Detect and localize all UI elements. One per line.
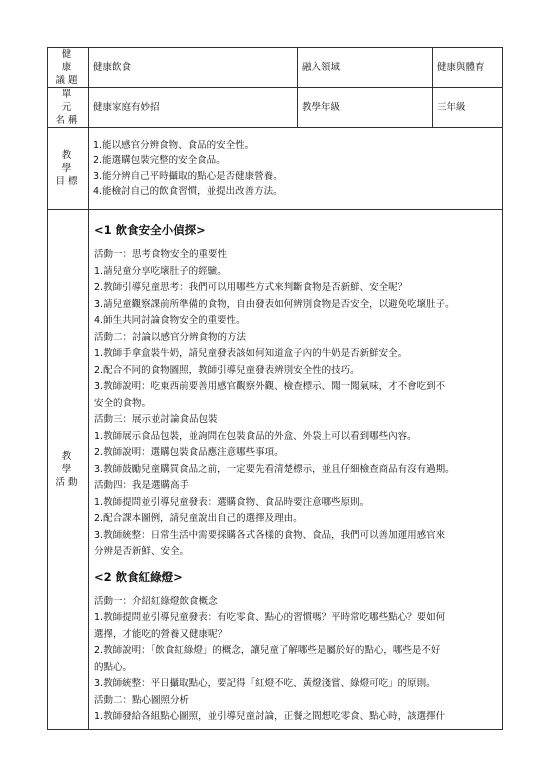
activity-line: 1.教師發給各組點心圖照，並引導兒童討論，正餐之間想吃零食、點心時，該選擇什 [94,711,446,722]
unit-value: 健康家庭有妙招 [89,88,298,128]
activity-line: 1.請兒童分享吃壞肚子的經驗。 [94,265,227,277]
grade-value: 三年級 [433,88,503,128]
domain-label: 融入領域 [298,48,433,88]
activities-label-line-1: 教 學 [61,451,87,475]
lesson-plan [47,47,502,730]
lesson-plan-table [47,47,503,730]
section-title: <2 飲食紅綠燈> [94,569,183,584]
topic-label-line-2: 議題 [55,75,81,86]
activities-label [48,210,89,730]
objective-item: 2.能選購包裝完整的安全食品。 [93,155,226,166]
activity-line: 3.教師鼓勵兒童購買食品之前，一定要先看清楚標示，並且仔細檢查商品有沒有過期。 [94,463,455,475]
objectives-label-line-2: 目標 [55,176,81,187]
activity-line: 活動二：點心圖照分析 [94,694,190,706]
activity-line: 活動三：展示並討論食品包裝 [94,414,218,425]
unit-label-line-2: 名稱 [55,115,81,126]
activity-line: 3.教師說明：吃東西前要善用感官觀察外觀、檢查標示、聞一聞氣味，才不會吃到不 [94,381,446,392]
activity-line: 4.師生共同討論食物安全的重要性。 [94,315,246,326]
objective-item: 4.能檢討自己的飲食習慣，並提出改善方法。 [93,186,283,197]
activity-line: 1.教師展示食品包裝，並詢問在包裝食品的外盒、外袋上可以看到哪些內容。 [94,430,417,442]
activity-line: 分辨是否新鮮、安全。 [94,546,190,557]
topic-value: 健康飲食 [89,48,298,88]
activity-line: 3.教師統整：平日攝取點心，要記得「紅燈不吃、黃燈淺嘗、綠燈可吃」的原則。 [94,678,436,689]
activity-line: 1.教師提問並引導兒童發表：有吃零食、點心的習慣嗎？平時常吃哪些點心？要如何 [94,612,446,623]
activity-line: 2.配合課本圖例，請兒童說出自己的選擇及理由。 [94,513,303,524]
topic-label-line-1: 健 康 [61,49,87,73]
activity-line: 3.請兒童觀察課前所準備的食物，自由發表如何辨別食物是否安全，以避免吃壞肚子。 [94,298,455,310]
activity-line: 選擇，才能吃的營養又健康呢？ [94,628,228,640]
unit-label [48,88,89,128]
activity-line: 3.教師統整：日常生活中需要採購各式各樣的食物、食品，我們可以善加運用感官來 [94,529,446,541]
unit-label-line-1: 單 元 [61,89,87,113]
unit-row [48,88,503,128]
activities-row [48,210,503,730]
activity-line: 的點心。 [94,661,133,673]
objectives-list [89,128,503,210]
topic-row [48,48,503,88]
topic-label [48,48,89,88]
activity-line: 2.教師說明：選購包裝食品應注意哪些事項。 [94,447,284,458]
activity-line: 2.教師引導兒童思考：我們可以用哪些方式來判斷食物是否新鮮、安全呢？ [94,282,408,293]
activity-line: 1.教師手拿盒裝牛奶，請兒童發表該如何知道盒子內的牛奶是否新鮮安全。 [94,348,408,359]
objective-item: 3.能分辨自己平時攝取的點心是否健康營養。 [93,170,283,182]
grade-label: 教學年級 [298,88,433,128]
activity-line: 活動四：我是選購高手 [94,480,190,491]
section-title: <1 飲食安全小偵探> [94,223,206,237]
objectives-row [48,128,503,210]
activity-line: 1.教師提問並引導兒童發表：選購食物、食品時要注意哪些原則。 [94,496,370,508]
domain-value: 健康與體育 [433,48,503,88]
activity-line: 2.教師說明：「飲食紅綠燈」的概念，讓兒童了解哪些是屬於好的點心，哪些是不好 [94,645,441,656]
activities-label-line-2: 活動 [55,477,81,488]
objectives-label-line-1: 教 學 [61,150,87,174]
activity-line: 2.配合不同的食物圖照，教師引導兒童發表辨別安全性的技巧。 [94,364,360,376]
activity-line: 活動一：介紹紅綠燈飲食概念 [94,595,218,607]
activity-line: 安全的食物。 [94,397,152,409]
activity-line: 活動二：討論以感官分辨食物的方法 [94,331,247,343]
objective-item: 1.能以感官分辨食物、食品的安全性。 [93,139,255,151]
activities-content [89,210,503,730]
activity-line: 活動一：思考食物安全的重要性 [94,249,228,260]
objectives-label [48,128,89,210]
